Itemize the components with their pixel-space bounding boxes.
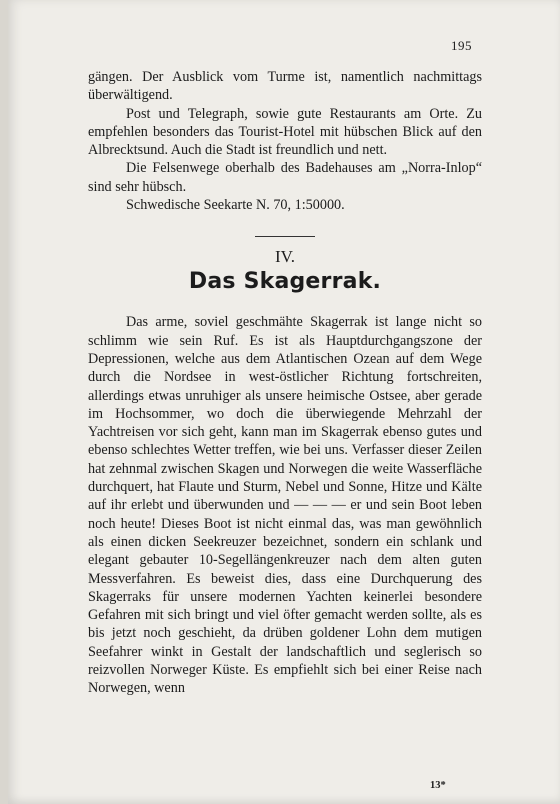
page-content: [88, 68, 482, 698]
section-divider: [255, 236, 315, 237]
page-number: 195: [451, 38, 472, 53]
paragraph-seekarte: Schwedische Seekarte N. 70, 1:50000.: [126, 197, 345, 214]
book-page: [8, 0, 560, 804]
printer-signature-mark: 13*: [430, 780, 446, 791]
chapter-title: Das Skagerrak.: [188, 269, 382, 295]
paragraph-continuation: gängen. Der Ausblick vom Turme ist, namentlich nachmittags überwältigend.: [88, 69, 482, 104]
paragraph-post-telegraph: Post und Telegraph, sowie gute Restaurants am Orte. Zu empfehlen besonders das Tourist-Hotel mit hübschen Blick auf den Albrecktsund. Auch die Stadt ist freundlich und nett.: [88, 105, 482, 159]
paragraph-skagerrak: Das arme, soviel geschmähte Skagerrak ist lange nicht so schlimm wie sein Ruf. Es ist als Hauptdurchgangszone der Depressionen, welche aus dem Atlantischen Ozean auf dem Wege durch die Nordsee in west-östlicher Richtung fortschreiten, allerdings etwas unruhiger als unsere heimische Ostsee, aber gerade im Hochsommer, wo doch die überwiegende Mehrzahl der Yachtreisen vor sich geht, kann man im Skagerrak ebenso gutes und ebenso schlechtes Wetter treffen, wie bei uns. Verfasser dieser Zeilen hat zehnmal zwischen Skagen und Norwegen die weite Wasserfläche durchquert, hat Flaute und Sturm, Nebel und Sonne, Hitze und Kälte auf ihr erlebt und überwunden und — — — er und sein Boot leben noch heute! Dieses Boot ist nicht einmal das, was man gewöhnlich als einen dicken Seekreuzer bezeichnet, sondern ein schlank und elegant gebauter 10-Segellängenkreuzer nach dem alten guten Messverfahren. Es beweist dies, dass eine Durchquerung des Skagerraks für unsere modernen Yachten keinerlei besondere Gefahren mit sich bringt und viel öfter gemacht werden sollte, als es bis jetzt noch geschieht, da drüben goldener Lohn dem mutigen Seefahrer winkt in Gestalt der landschaftlich und seglerisch so reizvollen Norweger Küste. Es empfiehlt sich bei einer Reise nach Norwegen, wenn: [88, 314, 482, 697]
paragraph-felsenwege: Die Felsenwege oberhalb des Badehauses am „Norra-Inlop“ sind sehr hübsch.: [88, 160, 482, 195]
chapter-number: IV.: [275, 247, 295, 267]
